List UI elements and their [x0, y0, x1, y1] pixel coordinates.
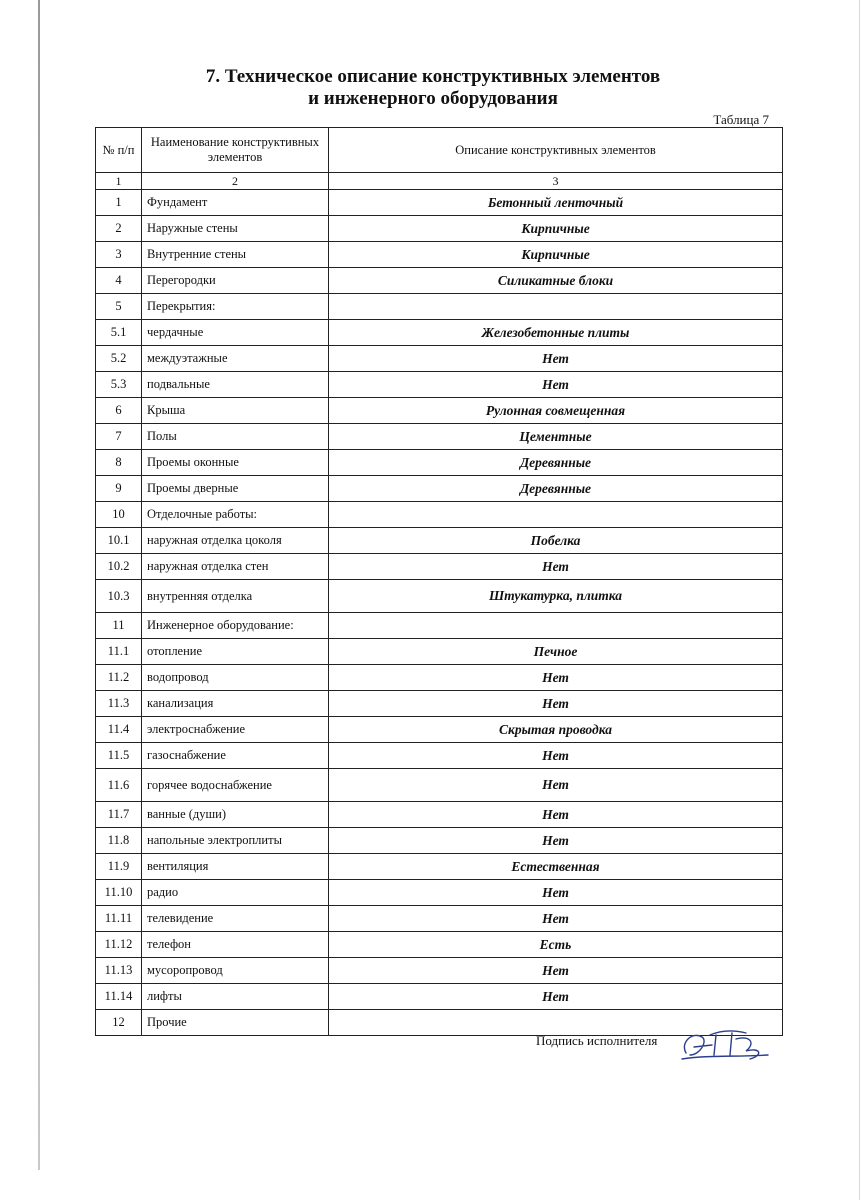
row-description: Нет	[329, 691, 783, 717]
row-number: 10.1	[96, 528, 142, 554]
row-number: 11.12	[96, 932, 142, 958]
table-row	[96, 613, 783, 639]
header-desc: Описание конструктивных элементов	[329, 128, 783, 173]
signature-mark	[676, 1025, 771, 1065]
row-element-name: электроснабжение	[142, 717, 329, 743]
row-number: 2	[96, 216, 142, 242]
row-number: 4	[96, 268, 142, 294]
table-row	[96, 828, 783, 854]
table-row	[96, 906, 783, 932]
table-row	[96, 802, 783, 828]
row-element-name: водопровод	[142, 665, 329, 691]
table-row	[96, 769, 783, 802]
row-number: 8	[96, 450, 142, 476]
row-number: 5.3	[96, 372, 142, 398]
signature-label: Подпись исполнителя	[536, 1033, 658, 1048]
table-row	[96, 476, 783, 502]
row-number: 12	[96, 1010, 142, 1036]
table-row	[96, 580, 783, 613]
row-description: Естественная	[329, 854, 783, 880]
row-description: Скрытая проводка	[329, 717, 783, 743]
row-description: Нет	[329, 769, 783, 802]
row-description: Нет	[329, 958, 783, 984]
table-row	[96, 958, 783, 984]
row-element-name: радио	[142, 880, 329, 906]
row-number: 11.11	[96, 906, 142, 932]
table-row	[96, 880, 783, 906]
table-row	[96, 984, 783, 1010]
row-description: Нет	[329, 984, 783, 1010]
row-element-name: Внутренние стены	[142, 242, 329, 268]
row-description: Кирпичные	[329, 216, 783, 242]
row-description: Нет	[329, 802, 783, 828]
row-element-name: Перегородки	[142, 268, 329, 294]
header-name: Наименование конструктивных элементов	[142, 128, 329, 173]
row-element-name: внутренняя отделка	[142, 580, 329, 613]
table-row	[96, 554, 783, 580]
row-description: Штукатурка, плитка	[329, 580, 783, 613]
row-element-name: междуэтажные	[142, 346, 329, 372]
row-element-name: Проемы оконные	[142, 450, 329, 476]
row-description: Деревянные	[329, 450, 783, 476]
row-element-name: ванные (души)	[142, 802, 329, 828]
table-header-row	[96, 128, 783, 173]
row-number: 11	[96, 613, 142, 639]
row-element-name: наружная отделка цоколя	[142, 528, 329, 554]
row-element-name: наружная отделка стен	[142, 554, 329, 580]
row-number: 1	[96, 190, 142, 216]
row-number: 11.1	[96, 639, 142, 665]
row-element-name: мусоропровод	[142, 958, 329, 984]
row-number: 11.5	[96, 743, 142, 769]
row-number: 11.9	[96, 854, 142, 880]
table-row	[96, 528, 783, 554]
row-element-name: Фундамент	[142, 190, 329, 216]
row-element-name: Крыша	[142, 398, 329, 424]
spec-table	[95, 127, 783, 1036]
row-element-name: горячее водоснабжение	[142, 769, 329, 802]
row-description: Печное	[329, 639, 783, 665]
row-element-name: Проемы дверные	[142, 476, 329, 502]
row-description: Нет	[329, 372, 783, 398]
table-row	[96, 242, 783, 268]
row-description: Бетонный ленточный	[329, 190, 783, 216]
table-row	[96, 639, 783, 665]
row-element-name: Прочие	[142, 1010, 329, 1036]
row-number: 10.3	[96, 580, 142, 613]
row-number: 10.2	[96, 554, 142, 580]
row-description: Нет	[329, 554, 783, 580]
row-element-name: канализация	[142, 691, 329, 717]
row-number: 11.4	[96, 717, 142, 743]
column-number: 1	[96, 173, 142, 190]
row-element-name: газоснабжение	[142, 743, 329, 769]
row-number: 11.3	[96, 691, 142, 717]
table-body	[96, 190, 783, 1036]
table-row	[96, 502, 783, 528]
header-num: № п/п	[96, 128, 142, 173]
row-number: 5.2	[96, 346, 142, 372]
row-element-name: Наружные стены	[142, 216, 329, 242]
row-description: Нет	[329, 346, 783, 372]
row-description: Деревянные	[329, 476, 783, 502]
row-element-name: Полы	[142, 424, 329, 450]
row-number: 11.10	[96, 880, 142, 906]
row-description: Нет	[329, 880, 783, 906]
row-element-name: лифты	[142, 984, 329, 1010]
table-row	[96, 216, 783, 242]
row-element-name: телевидение	[142, 906, 329, 932]
title-line-1: 7. Техническое описание конструктивных элементов	[205, 66, 661, 87]
row-number: 11.7	[96, 802, 142, 828]
row-number: 3	[96, 242, 142, 268]
row-number: 11.13	[96, 958, 142, 984]
column-number: 3	[329, 173, 783, 190]
table-row	[96, 268, 783, 294]
row-element-name: Инженерное оборудование:	[142, 613, 329, 639]
row-description: Силикатные блоки	[329, 268, 783, 294]
table-row	[96, 717, 783, 743]
row-description: Побелка	[329, 528, 783, 554]
row-element-name: подвальные	[142, 372, 329, 398]
scan-edge-left	[38, 0, 40, 1170]
row-element-name: отопление	[142, 639, 329, 665]
row-element-name: напольные электроплиты	[142, 828, 329, 854]
row-number: 11.2	[96, 665, 142, 691]
row-element-name: телефон	[142, 932, 329, 958]
table-row	[96, 372, 783, 398]
row-element-name: чердачные	[142, 320, 329, 346]
row-description: Нет	[329, 743, 783, 769]
table-row	[96, 691, 783, 717]
row-description: Нет	[329, 828, 783, 854]
row-number: 7	[96, 424, 142, 450]
row-number: 10	[96, 502, 142, 528]
scan-edge-right	[859, 0, 860, 1200]
row-number: 11.8	[96, 828, 142, 854]
table-row	[96, 346, 783, 372]
row-description: Есть	[329, 932, 783, 958]
table-row	[96, 294, 783, 320]
table-row	[96, 190, 783, 216]
table-caption: Таблица 7	[713, 112, 769, 127]
row-number: 11.6	[96, 769, 142, 802]
row-number: 9	[96, 476, 142, 502]
row-description: Железобетонные плиты	[329, 320, 783, 346]
table-row	[96, 743, 783, 769]
row-description: Нет	[329, 665, 783, 691]
row-description: Цементные	[329, 424, 783, 450]
table-row	[96, 320, 783, 346]
column-number-row	[96, 173, 783, 190]
row-description: Нет	[329, 906, 783, 932]
row-number: 11.14	[96, 984, 142, 1010]
page-title	[0, 66, 866, 110]
table-row	[96, 665, 783, 691]
row-element-name: Перекрытия:	[142, 294, 329, 320]
row-description	[329, 502, 783, 528]
column-number: 2	[142, 173, 329, 190]
row-number: 5	[96, 294, 142, 320]
row-element-name: Отделочные работы:	[142, 502, 329, 528]
table-row	[96, 932, 783, 958]
row-number: 5.1	[96, 320, 142, 346]
row-description	[329, 613, 783, 639]
table-row	[96, 398, 783, 424]
row-description: Кирпичные	[329, 242, 783, 268]
row-number: 6	[96, 398, 142, 424]
table-row	[96, 424, 783, 450]
row-description: Рулонная совмещенная	[329, 398, 783, 424]
row-description	[329, 294, 783, 320]
table-row	[96, 450, 783, 476]
table-row	[96, 854, 783, 880]
row-element-name: вентиляция	[142, 854, 329, 880]
title-line-2: и инженерного оборудования	[308, 88, 558, 109]
